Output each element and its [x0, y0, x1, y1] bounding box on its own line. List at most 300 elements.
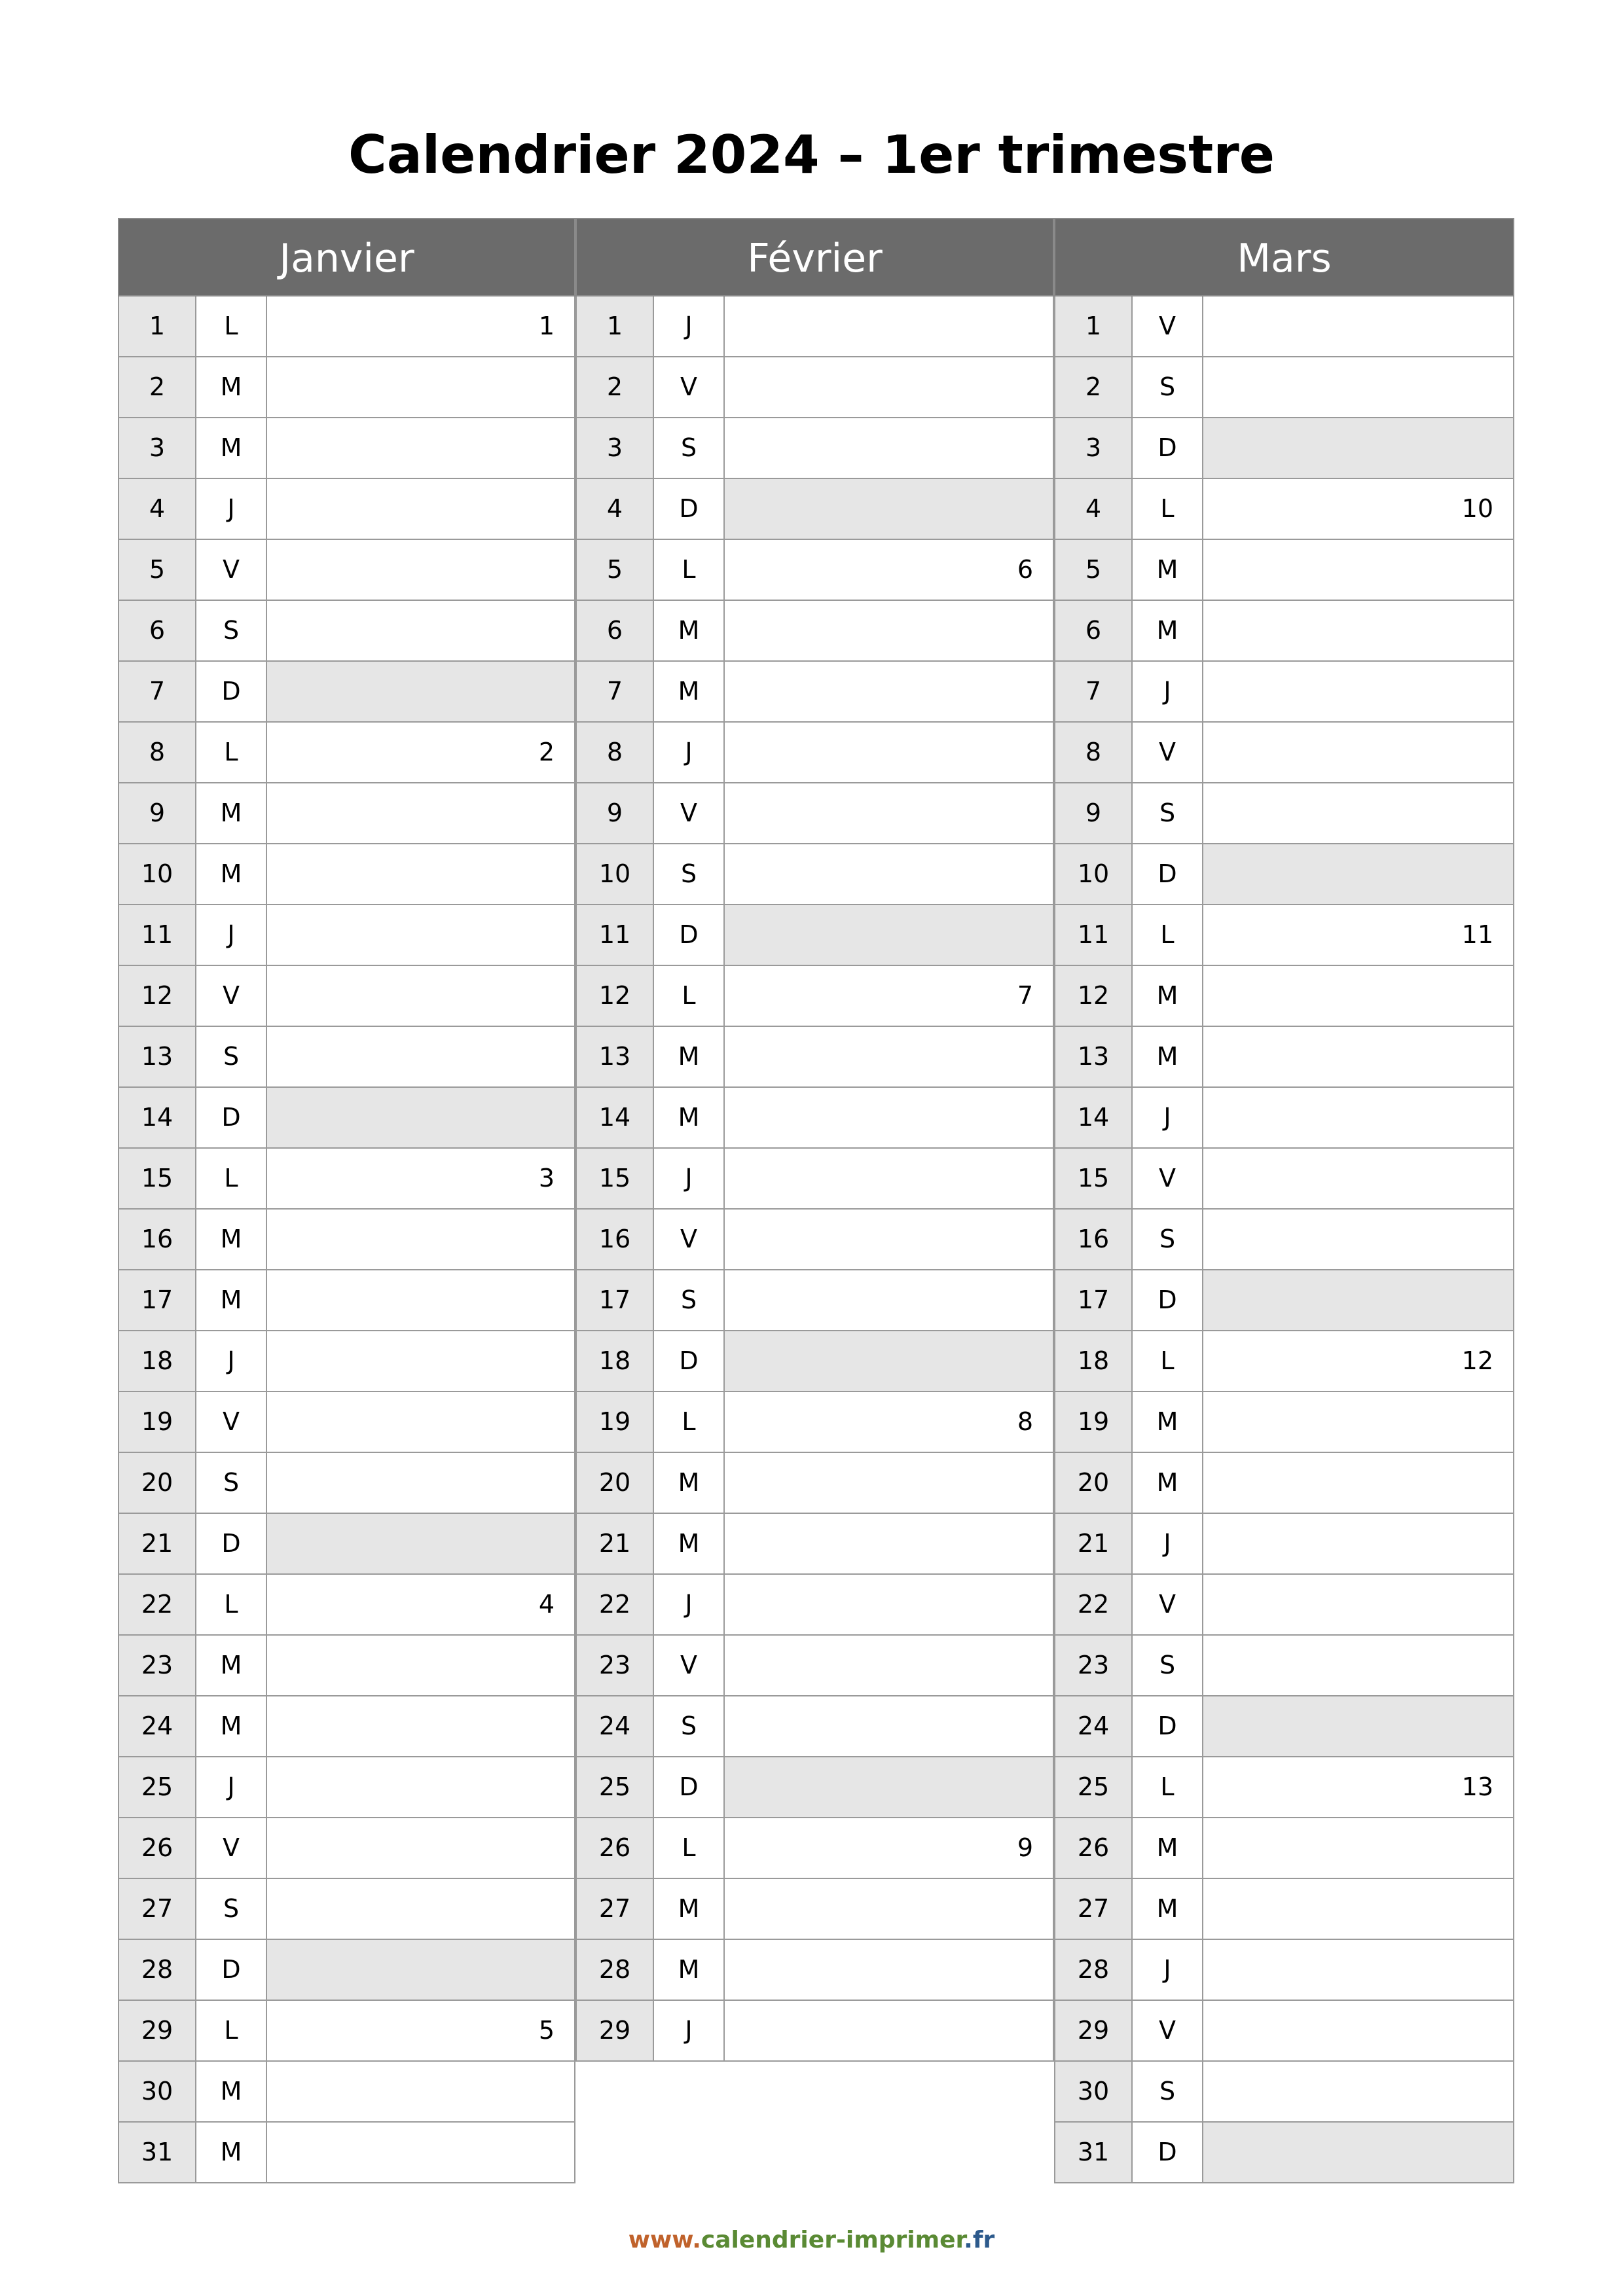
day-row — [118, 723, 575, 783]
week-number — [266, 1696, 575, 1756]
week-number — [723, 479, 1054, 539]
month-fevrier — [575, 218, 1054, 2062]
day-row — [1054, 1696, 1514, 1757]
week-number — [266, 1392, 575, 1452]
weekday-letter: L — [1131, 1757, 1202, 1817]
weekday-letter: V — [1131, 2001, 1202, 2060]
day-number: 23 — [118, 1636, 195, 1695]
week-number — [1202, 1818, 1514, 1878]
day-row — [118, 1696, 575, 1757]
week-number — [723, 1027, 1054, 1086]
week-number — [723, 905, 1054, 965]
weekday-letter: D — [1131, 1270, 1202, 1330]
weekday-letter: L — [1131, 479, 1202, 539]
week-number — [266, 905, 575, 965]
day-row — [118, 601, 575, 662]
day-number: 7 — [575, 662, 653, 721]
weekday-letter: D — [653, 479, 723, 539]
day-row — [575, 966, 1054, 1027]
day-row — [575, 1088, 1054, 1149]
weekday-letter: J — [653, 723, 723, 782]
month-mars — [1054, 218, 1514, 2183]
day-number: 2 — [1054, 357, 1131, 417]
weekday-letter: V — [195, 1818, 266, 1878]
weekday-letter: M — [653, 1088, 723, 1147]
day-number: 20 — [118, 1453, 195, 1513]
day-row — [1054, 1879, 1514, 1940]
day-row — [575, 1331, 1054, 1392]
week-number: 13 — [1202, 1757, 1514, 1817]
day-row — [1054, 966, 1514, 1027]
weekday-letter: M — [653, 601, 723, 660]
weekday-letter: V — [653, 783, 723, 843]
day-number: 31 — [118, 2123, 195, 2182]
day-number: 14 — [1054, 1088, 1131, 1147]
day-number: 17 — [575, 1270, 653, 1330]
day-number: 24 — [575, 1696, 653, 1756]
week-number — [1202, 601, 1514, 660]
day-row — [118, 2123, 575, 2183]
week-number — [1202, 2062, 1514, 2121]
weekday-letter: M — [1131, 1392, 1202, 1452]
day-row — [1054, 1392, 1514, 1453]
day-number: 13 — [1054, 1027, 1131, 1086]
weekday-letter: J — [1131, 1940, 1202, 2000]
weekday-letter: J — [195, 905, 266, 965]
month-header: Mars — [1054, 218, 1514, 296]
week-number — [1202, 844, 1514, 904]
day-number: 17 — [1054, 1270, 1131, 1330]
footer-ext: .fr — [964, 2227, 995, 2253]
week-number — [266, 418, 575, 478]
day-row — [118, 2062, 575, 2123]
day-number: 5 — [575, 540, 653, 600]
day-number: 16 — [575, 1210, 653, 1269]
weekday-letter: L — [195, 1575, 266, 1634]
week-number — [266, 1757, 575, 1817]
week-number — [266, 1027, 575, 1086]
weekday-letter: M — [1131, 966, 1202, 1026]
day-row — [575, 1210, 1054, 1270]
week-number — [723, 1575, 1054, 1634]
day-row — [575, 1270, 1054, 1331]
week-number — [1202, 357, 1514, 417]
weekday-letter: D — [1131, 1696, 1202, 1756]
weekday-letter: L — [195, 1149, 266, 1208]
week-number — [723, 1514, 1054, 1573]
day-row — [118, 1757, 575, 1818]
week-number — [723, 1088, 1054, 1147]
day-number: 24 — [1054, 1696, 1131, 1756]
week-number — [1202, 662, 1514, 721]
weekday-letter: V — [653, 1636, 723, 1695]
week-number — [723, 1757, 1054, 1817]
weekday-letter: M — [195, 783, 266, 843]
weekday-letter: D — [1131, 418, 1202, 478]
day-row — [575, 783, 1054, 844]
day-row — [1054, 1027, 1514, 1088]
day-row — [575, 1940, 1054, 2001]
weekday-letter: V — [653, 357, 723, 417]
weekday-letter: L — [195, 723, 266, 782]
week-number — [723, 418, 1054, 478]
day-row — [575, 1575, 1054, 1636]
week-number: 12 — [1202, 1331, 1514, 1391]
day-row — [1054, 783, 1514, 844]
day-number: 4 — [575, 479, 653, 539]
week-number: 1 — [266, 296, 575, 356]
weekday-letter: M — [653, 662, 723, 721]
week-number — [1202, 540, 1514, 600]
day-number: 31 — [1054, 2123, 1131, 2182]
week-number — [1202, 1088, 1514, 1147]
day-number: 7 — [1054, 662, 1131, 721]
page-title: Calendrier 2024 – 1er trimestre — [348, 124, 1275, 185]
week-number — [266, 1818, 575, 1878]
day-number: 9 — [118, 783, 195, 843]
week-number — [1202, 418, 1514, 478]
weekday-letter: J — [195, 479, 266, 539]
day-rows — [118, 296, 575, 2183]
weekday-letter: M — [1131, 1818, 1202, 1878]
day-number: 25 — [1054, 1757, 1131, 1817]
day-row — [118, 966, 575, 1027]
weekday-letter: D — [195, 1940, 266, 2000]
week-number — [723, 1453, 1054, 1513]
day-row — [1054, 601, 1514, 662]
day-number: 6 — [1054, 601, 1131, 660]
day-number: 28 — [575, 1940, 653, 2000]
week-number — [723, 296, 1054, 356]
week-number — [1202, 1270, 1514, 1330]
day-row — [575, 418, 1054, 479]
week-number — [266, 1636, 575, 1695]
day-row — [118, 1149, 575, 1210]
week-number — [266, 357, 575, 417]
day-row — [1054, 1818, 1514, 1879]
weekday-letter: L — [653, 1818, 723, 1878]
day-row — [1054, 357, 1514, 418]
day-row — [1054, 1514, 1514, 1575]
weekday-letter: D — [195, 662, 266, 721]
week-number — [266, 1210, 575, 1269]
day-row — [575, 1818, 1054, 1879]
week-number — [1202, 1210, 1514, 1269]
weekday-letter: M — [1131, 1879, 1202, 1939]
day-number: 28 — [1054, 1940, 1131, 2000]
day-row — [1054, 1270, 1514, 1331]
day-number: 13 — [575, 1027, 653, 1086]
weekday-letter: M — [1131, 1453, 1202, 1513]
day-number: 27 — [1054, 1879, 1131, 1939]
week-number — [266, 540, 575, 600]
day-row — [118, 1270, 575, 1331]
day-row — [1054, 1149, 1514, 1210]
week-number — [723, 2001, 1054, 2060]
month-header: Février — [575, 218, 1054, 296]
day-row — [575, 1453, 1054, 1514]
day-row — [575, 1696, 1054, 1757]
weekday-letter: M — [195, 2062, 266, 2121]
day-number: 3 — [575, 418, 653, 478]
week-number — [266, 1270, 575, 1330]
weekday-letter: J — [1131, 662, 1202, 721]
day-number: 15 — [575, 1149, 653, 1208]
weekday-letter: M — [195, 844, 266, 904]
week-number: 6 — [723, 540, 1054, 600]
day-number: 1 — [118, 296, 195, 356]
day-row — [1054, 2062, 1514, 2123]
day-number: 16 — [118, 1210, 195, 1269]
day-number: 12 — [575, 966, 653, 1026]
day-number: 21 — [1054, 1514, 1131, 1573]
day-row — [1054, 1940, 1514, 2001]
day-row — [118, 1879, 575, 1940]
day-row — [1054, 905, 1514, 966]
weekday-letter: J — [653, 2001, 723, 2060]
day-row — [1054, 1575, 1514, 1636]
weekday-letter: S — [1131, 783, 1202, 843]
day-row — [575, 1392, 1054, 1453]
weekday-letter: M — [653, 1879, 723, 1939]
day-row — [575, 662, 1054, 723]
weekday-letter: V — [195, 966, 266, 1026]
weekday-letter: D — [653, 905, 723, 965]
day-number: 19 — [118, 1392, 195, 1452]
day-row — [118, 1636, 575, 1696]
week-number — [266, 844, 575, 904]
weekday-letter: M — [195, 1636, 266, 1695]
week-number — [266, 2062, 575, 2121]
day-row — [1054, 2001, 1514, 2062]
week-number: 8 — [723, 1392, 1054, 1452]
day-number: 18 — [1054, 1331, 1131, 1391]
day-number: 2 — [118, 357, 195, 417]
weekday-letter: D — [195, 1088, 266, 1147]
day-number: 8 — [118, 723, 195, 782]
week-number — [723, 783, 1054, 843]
day-number: 12 — [118, 966, 195, 1026]
month-janvier — [118, 218, 575, 2183]
weekday-letter: L — [1131, 1331, 1202, 1391]
weekday-letter: J — [1131, 1514, 1202, 1573]
day-row — [118, 1210, 575, 1270]
day-number: 27 — [118, 1879, 195, 1939]
week-number: 5 — [266, 2001, 575, 2060]
footer-url[interactable] — [0, 2224, 1623, 2257]
day-number: 26 — [118, 1818, 195, 1878]
day-row — [118, 1514, 575, 1575]
day-row — [1054, 662, 1514, 723]
week-number — [266, 1453, 575, 1513]
day-number: 1 — [1054, 296, 1131, 356]
day-number: 14 — [575, 1088, 653, 1147]
weekday-letter: M — [195, 1210, 266, 1269]
day-number: 20 — [1054, 1453, 1131, 1513]
day-number: 14 — [118, 1088, 195, 1147]
weekday-letter: J — [653, 296, 723, 356]
weekday-letter: V — [195, 1392, 266, 1452]
day-number: 29 — [575, 2001, 653, 2060]
day-number: 18 — [575, 1331, 653, 1391]
week-number — [1202, 1940, 1514, 2000]
weekday-letter: D — [653, 1757, 723, 1817]
day-number: 26 — [1054, 1818, 1131, 1878]
day-row — [118, 479, 575, 540]
day-row — [575, 2001, 1054, 2062]
weekday-letter: S — [653, 1696, 723, 1756]
day-row — [118, 1088, 575, 1149]
day-number: 26 — [575, 1818, 653, 1878]
day-row — [575, 601, 1054, 662]
week-number — [266, 2123, 575, 2182]
day-row — [118, 1331, 575, 1392]
weekday-letter: V — [1131, 723, 1202, 782]
weekday-letter: S — [653, 418, 723, 478]
weekday-letter: M — [1131, 1027, 1202, 1086]
day-number: 10 — [1054, 844, 1131, 904]
day-row — [1054, 540, 1514, 601]
day-row — [1054, 1210, 1514, 1270]
weekday-letter: L — [195, 2001, 266, 2060]
week-number — [723, 723, 1054, 782]
week-number — [723, 357, 1054, 417]
weekday-letter: L — [195, 296, 266, 356]
day-row — [118, 1818, 575, 1879]
weekday-letter: M — [653, 1453, 723, 1513]
day-number: 1 — [575, 296, 653, 356]
day-number: 11 — [1054, 905, 1131, 965]
day-number: 29 — [1054, 2001, 1131, 2060]
day-row — [575, 357, 1054, 418]
weekday-letter: J — [1131, 1088, 1202, 1147]
day-row — [575, 1757, 1054, 1818]
week-number — [1202, 296, 1514, 356]
week-number: 10 — [1202, 479, 1514, 539]
week-number — [1202, 1453, 1514, 1513]
day-row — [1054, 1636, 1514, 1696]
day-number: 23 — [575, 1636, 653, 1695]
week-number — [1202, 1514, 1514, 1573]
day-row — [1054, 1453, 1514, 1514]
week-number — [1202, 783, 1514, 843]
day-number: 28 — [118, 1940, 195, 2000]
weekday-letter: M — [653, 1027, 723, 1086]
day-row — [118, 905, 575, 966]
week-number — [266, 1088, 575, 1147]
day-number: 12 — [1054, 966, 1131, 1026]
day-row — [1054, 844, 1514, 905]
day-number: 6 — [118, 601, 195, 660]
footer-site: calendrier-imprimer — [701, 2227, 964, 2253]
day-number: 19 — [1054, 1392, 1131, 1452]
week-number: 3 — [266, 1149, 575, 1208]
week-number: 4 — [266, 1575, 575, 1634]
weekday-letter: D — [653, 1331, 723, 1391]
week-number — [723, 844, 1054, 904]
day-row — [575, 1879, 1054, 1940]
day-number: 29 — [118, 2001, 195, 2060]
day-row — [575, 296, 1054, 357]
day-number: 22 — [118, 1575, 195, 1634]
day-number: 3 — [1054, 418, 1131, 478]
week-number — [1202, 1575, 1514, 1634]
day-row — [1054, 479, 1514, 540]
weekday-letter: M — [195, 1696, 266, 1756]
day-row — [575, 1027, 1054, 1088]
day-number: 24 — [118, 1696, 195, 1756]
weekday-letter: V — [195, 540, 266, 600]
day-row — [118, 662, 575, 723]
week-number — [1202, 723, 1514, 782]
day-row — [118, 783, 575, 844]
day-number: 15 — [1054, 1149, 1131, 1208]
week-number: 11 — [1202, 905, 1514, 965]
weekday-letter: D — [1131, 2123, 1202, 2182]
day-row — [118, 1575, 575, 1636]
week-number — [723, 1210, 1054, 1269]
weekday-letter: S — [1131, 1636, 1202, 1695]
week-number — [723, 601, 1054, 660]
week-number — [266, 662, 575, 721]
day-rows — [575, 296, 1054, 2062]
day-row — [1054, 296, 1514, 357]
weekday-letter: J — [195, 1331, 266, 1391]
day-row — [575, 723, 1054, 783]
week-number — [1202, 1636, 1514, 1695]
day-number: 5 — [1054, 540, 1131, 600]
weekday-letter: S — [195, 601, 266, 660]
day-number: 21 — [118, 1514, 195, 1573]
day-row — [118, 844, 575, 905]
week-number: 7 — [723, 966, 1054, 1026]
weekday-letter: S — [1131, 1210, 1202, 1269]
day-number: 21 — [575, 1514, 653, 1573]
weekday-letter: L — [653, 540, 723, 600]
day-row — [575, 1636, 1054, 1696]
day-number: 5 — [118, 540, 195, 600]
day-row — [118, 357, 575, 418]
day-number: 30 — [1054, 2062, 1131, 2121]
weekday-letter: L — [653, 966, 723, 1026]
day-row — [118, 2001, 575, 2062]
weekday-letter: J — [653, 1575, 723, 1634]
day-number: 9 — [1054, 783, 1131, 843]
weekday-letter: L — [1131, 905, 1202, 965]
week-number — [266, 601, 575, 660]
weekday-letter: S — [195, 1453, 266, 1513]
day-row — [575, 540, 1054, 601]
week-number — [1202, 966, 1514, 1026]
day-row — [118, 1453, 575, 1514]
day-rows — [1054, 296, 1514, 2183]
day-row — [575, 1149, 1054, 1210]
weekday-letter: S — [653, 844, 723, 904]
week-number — [266, 1514, 575, 1573]
week-number — [723, 1636, 1054, 1695]
weekday-letter: S — [1131, 357, 1202, 417]
day-number: 23 — [1054, 1636, 1131, 1695]
day-number: 6 — [575, 601, 653, 660]
day-row — [118, 296, 575, 357]
day-number: 22 — [1054, 1575, 1131, 1634]
weekday-letter: V — [1131, 1575, 1202, 1634]
week-number: 9 — [723, 1818, 1054, 1878]
day-number: 18 — [118, 1331, 195, 1391]
week-number — [266, 479, 575, 539]
weekday-letter: M — [653, 1514, 723, 1573]
weekday-letter: V — [1131, 296, 1202, 356]
